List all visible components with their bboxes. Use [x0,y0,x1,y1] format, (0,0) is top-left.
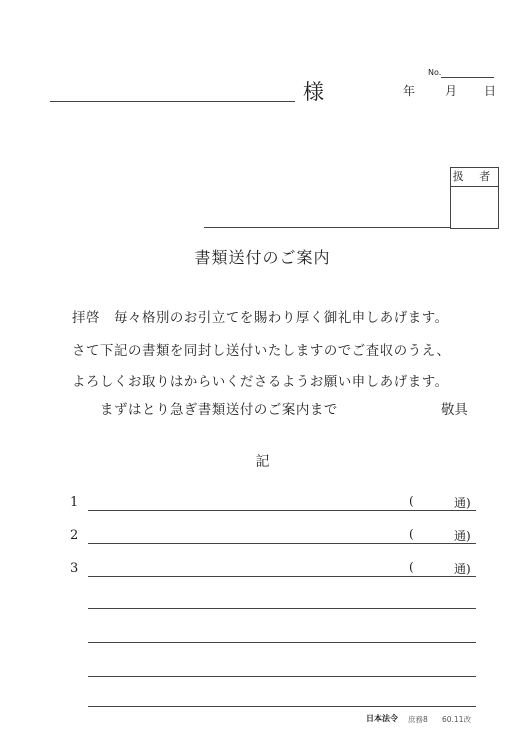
item-paren-open: ( [409,527,414,541]
ki-heading: 記 [255,454,270,470]
handler-stamp-box[interactable] [450,167,499,229]
document-title: 書類送付のご案内 [194,248,331,267]
blank-ruled-line [88,676,476,677]
item-number: 2 [70,528,79,543]
body-line-1: 拝啓 毎々格別のお引立てを賜わり厚く御礼申しあげます。 [72,311,449,326]
item-count-unit: 通) [454,529,471,543]
form-version: 60.11改 [442,715,471,724]
blank-ruled-line [88,642,476,643]
item-count-unit: 通) [454,562,471,576]
item-paren-open: ( [409,494,414,508]
item-number: 1 [70,495,79,510]
closing-keigu: 敬具 [441,403,468,418]
item-entry-line [88,543,476,544]
body-line-2: さて下記の書類を同封し送付いたしますのでご査収のうえ、 [72,344,451,359]
date-month-label: 月 [445,84,458,98]
item-number: 3 [70,561,79,576]
document-number-label: No. [428,68,442,77]
item-paren-open: ( [409,560,414,574]
body-line-4: まずはとり急ぎ書類送付のご案内まで [86,403,338,418]
form-code: 庶務8 [408,715,428,724]
document-number-line[interactable] [441,77,494,78]
handler-stamp-label: 扱 者 [451,168,498,187]
blank-ruled-line [88,608,476,609]
item-count-unit: 通) [454,496,471,510]
body-line-3: よろしくお取りはからいくださるようお願い申しあげます。 [72,375,449,390]
item-entry-line [88,510,476,511]
date-year-label: 年 [403,84,416,98]
blank-ruled-line [88,706,476,707]
recipient-name-line [50,101,295,102]
date-day-label: 日 [484,84,497,98]
publisher-brand: 日本法令 [366,714,398,723]
honorific-sama: 様 [303,80,324,104]
item-entry-line [88,576,476,577]
sender-name-line [204,227,451,228]
